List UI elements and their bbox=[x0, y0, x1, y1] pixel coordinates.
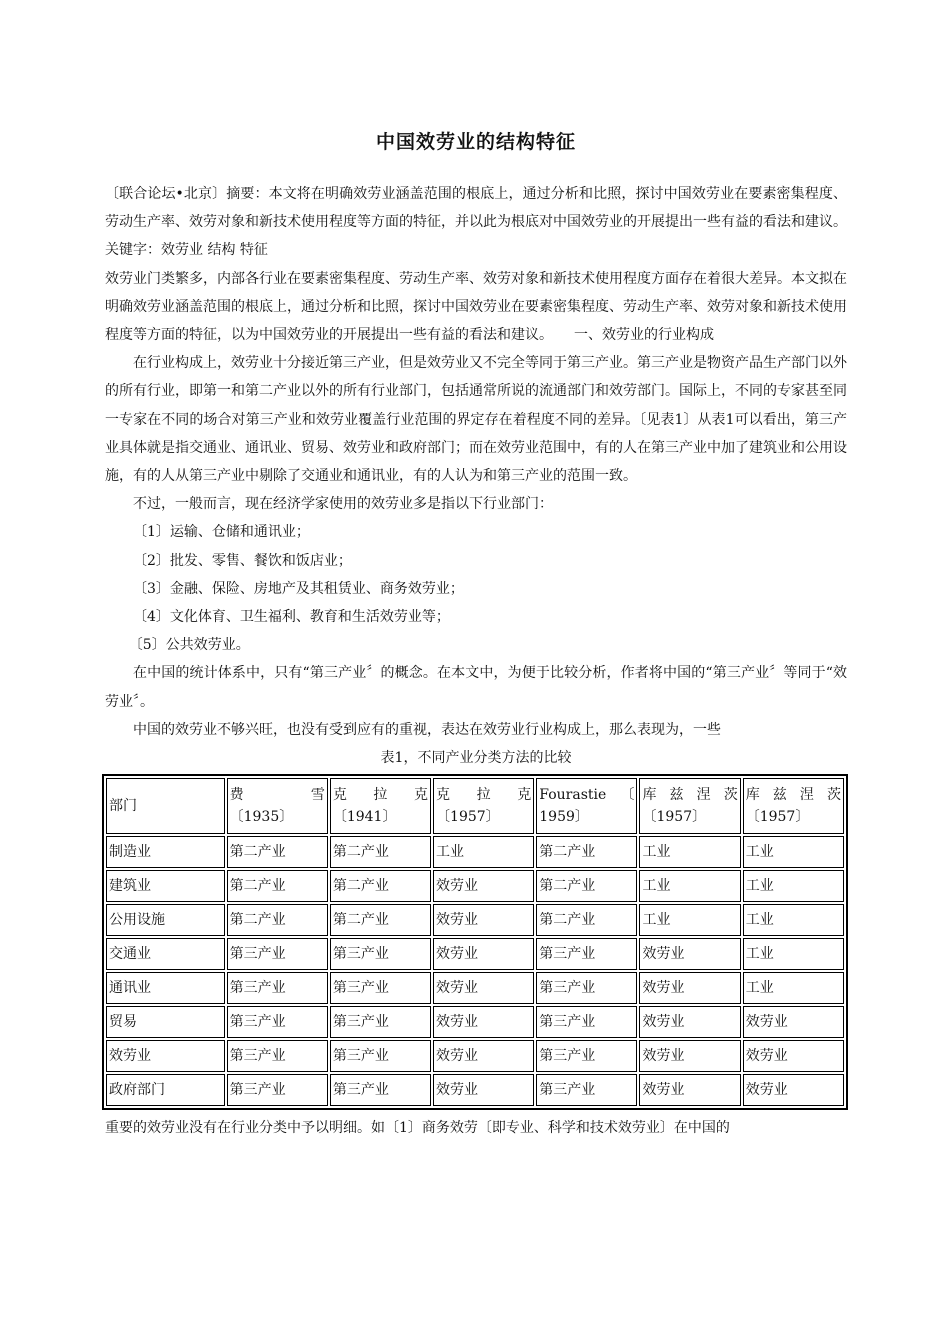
header-cell-sector bbox=[106, 778, 225, 834]
table-cell: 工业 bbox=[743, 972, 844, 1004]
table-cell: 工业 bbox=[743, 836, 844, 868]
header-label: 部门 bbox=[109, 798, 137, 815]
table-cell: 工业 bbox=[743, 870, 844, 902]
table-caption: 表1，不同产业分类方法的比较 bbox=[380, 750, 572, 767]
header-cell-clark-1957 bbox=[433, 778, 534, 834]
classification-table bbox=[102, 774, 848, 1110]
table-cell: 第二产业 bbox=[536, 836, 637, 868]
table-cell: 效劳业 bbox=[639, 938, 740, 970]
table-cell: 第二产业 bbox=[536, 870, 637, 902]
header-cell-kuznets-b bbox=[743, 778, 844, 834]
service-sectors-intro: 不过，一般而言，现在经济学家使用的效劳业多是指以下行业部门： bbox=[133, 496, 553, 513]
table-cell: 第三产业 bbox=[227, 972, 328, 1004]
table-cell: 第三产业 bbox=[330, 972, 431, 1004]
document-title: 中国效劳业的结构特征 bbox=[375, 131, 576, 153]
document-body bbox=[105, 180, 847, 1142]
header-cell-clark-1941 bbox=[330, 778, 431, 834]
header-label: 克拉克 bbox=[436, 787, 532, 804]
table-cell: 效劳业 bbox=[433, 870, 534, 902]
table-row bbox=[106, 836, 844, 868]
table-cell: 效劳业 bbox=[433, 938, 534, 970]
table-cell: 效劳业 bbox=[639, 1074, 740, 1106]
table-cell: 交通业 bbox=[106, 938, 225, 970]
table-row bbox=[106, 938, 844, 970]
list-item: 〔3〕金融、保险、房地产及其租赁业、商务效劳业； bbox=[133, 580, 464, 597]
table-cell: 第三产业 bbox=[330, 1074, 431, 1106]
header-label: 费雪 bbox=[229, 787, 325, 804]
header-label: 库兹涅茨 bbox=[745, 787, 841, 804]
table-cell: 第二产业 bbox=[330, 836, 431, 868]
table-cell: 工业 bbox=[639, 836, 740, 868]
table-cell: 效劳业 bbox=[433, 1074, 534, 1106]
header-year: 〔1957〕 bbox=[745, 809, 810, 826]
underdeveloped-paragraph: 中国的效劳业不够兴旺，也没有受到应有的重视，表达在效劳业行业构成上，那么表现为，一些 bbox=[133, 721, 721, 738]
table-cell: 第三产业 bbox=[330, 1040, 431, 1072]
table-cell: 第三产业 bbox=[536, 1040, 637, 1072]
table-cell: 第三产业 bbox=[227, 1006, 328, 1038]
table-cell: 建筑业 bbox=[106, 870, 225, 902]
header-label: Fourastie〔 bbox=[539, 787, 635, 804]
table-cell: 效劳业 bbox=[743, 1040, 844, 1072]
table-cell: 工业 bbox=[743, 904, 844, 936]
list-item: 〔1〕运输、仓储和通讯业； bbox=[133, 524, 310, 541]
header-year: 〔1935〕 bbox=[229, 809, 294, 826]
industry-composition-paragraph: 在行业构成上，效劳业十分接近第三产业，但是效劳业又不完全等同于第三产业。第三产业是物资产品生产部门以外的所有行业，即第一和第二产业以外的所有行业部门，包括通常所说的流通部门和效劳部门。国际上，不同的专家甚至同一专家在不同的场合对第三产业和效劳业覆盖行业范围的界定存在着程度不同的差异。〔见表1〕从表1可以看出，第三产业具体就是指交通业、通讯业、贸易、效劳业和政府部门；而在效劳业范围中，有的人在第三产业中加了建筑业和公用设施，有的人从第三产业中剔除了交通业和通讯业，有的人认为和第三产业的范围一致。 bbox=[105, 355, 847, 485]
table-cell: 第三产业 bbox=[227, 1074, 328, 1106]
table-cell: 第二产业 bbox=[536, 904, 637, 936]
table-cell: 通讯业 bbox=[106, 972, 225, 1004]
table-cell: 效劳业 bbox=[639, 1040, 740, 1072]
header-year: 〔1941〕 bbox=[332, 809, 397, 826]
header-year: 〔1957〕 bbox=[642, 809, 707, 826]
table-cell: 第三产业 bbox=[536, 1006, 637, 1038]
table-cell: 第三产业 bbox=[330, 938, 431, 970]
table-cell: 工业 bbox=[639, 904, 740, 936]
table-cell: 第三产业 bbox=[227, 1040, 328, 1072]
table-cell: 第二产业 bbox=[227, 836, 328, 868]
header-year: 〔1957〕 bbox=[436, 809, 500, 826]
table-row bbox=[106, 972, 844, 1004]
header-cell-kuznets-a bbox=[639, 778, 740, 834]
header-cell-fisher bbox=[227, 778, 328, 834]
table-cell: 效劳业 bbox=[433, 1006, 534, 1038]
table-cell: 第三产业 bbox=[536, 938, 637, 970]
table-cell: 效劳业 bbox=[106, 1040, 225, 1072]
table-cell: 效劳业 bbox=[639, 1006, 740, 1038]
table-cell: 效劳业 bbox=[433, 972, 534, 1004]
list-item: 〔2〕批发、零售、餐饮和饭店业； bbox=[133, 552, 352, 569]
header-year: 1959〕 bbox=[539, 809, 589, 826]
table-row bbox=[106, 1040, 844, 1072]
intro-paragraph: 效劳业门类繁多，内部各行业在要素密集程度、劳动生产率、效劳对象和新技术使用程度方面存在着很大差异。本文拟在明确效劳业涵盖范围的根底上，通过分析和比照，探讨中国效劳业在要素密集程度、劳动生产率、效劳对象和新技术使用程度等方面的特征，以为中国效劳业的开展提出一些有益的看法和建议。 一、效劳业的行业构成 bbox=[105, 270, 847, 344]
abstract-paragraph: 〔联合论坛•北京〕摘要：本文将在明确效劳业涵盖范围的根底上，通过分析和比照，探讨中国效劳业在要素密集程度、劳动生产率、效劳对象和新技术使用程度等方面的特征，并以此为根底对中国效劳业的开展提出一些有益的看法和建议。关键字：效劳业 结构 特征 bbox=[105, 186, 847, 259]
table-cell: 第二产业 bbox=[330, 870, 431, 902]
table-cell: 第三产业 bbox=[536, 972, 637, 1004]
table-cell: 工业 bbox=[433, 836, 534, 868]
table-cell: 效劳业 bbox=[433, 904, 534, 936]
table-cell: 效劳业 bbox=[743, 1006, 844, 1038]
table-cell: 政府部门 bbox=[106, 1074, 225, 1106]
header-label: 库兹涅茨 bbox=[642, 787, 738, 804]
statistics-paragraph: 在中国的统计体系中，只有“第三产业〞的概念。在本文中，为便于比较分析，作者将中国的“第三产业〞等同于“效劳业〞。 bbox=[105, 665, 847, 710]
table-cell: 效劳业 bbox=[433, 1040, 534, 1072]
table-cell: 工业 bbox=[639, 870, 740, 902]
table-row bbox=[106, 870, 844, 902]
table-cell: 第二产业 bbox=[227, 870, 328, 902]
table-cell: 效劳业 bbox=[639, 972, 740, 1004]
list-item: 〔5〕公共效劳业。 bbox=[128, 637, 250, 654]
table-row bbox=[106, 1006, 844, 1038]
table-cell: 贸易 bbox=[106, 1006, 225, 1038]
table-row bbox=[106, 1074, 844, 1106]
table-row bbox=[106, 904, 844, 936]
table-cell: 工业 bbox=[743, 938, 844, 970]
list-item: 〔4〕文化体育、卫生福利、教育和生活效劳业等； bbox=[133, 609, 450, 626]
table-cell: 第三产业 bbox=[536, 1074, 637, 1106]
header-label: 克拉克 bbox=[332, 787, 429, 804]
table-cell: 第三产业 bbox=[227, 938, 328, 970]
table-cell: 效劳业 bbox=[743, 1074, 844, 1106]
continuation-paragraph: 重要的效劳业没有在行业分类中予以明细。如〔1〕商务效劳〔即专业、科学和技术效劳业〕在中国的 bbox=[105, 1120, 730, 1137]
table-cell: 制造业 bbox=[106, 836, 225, 868]
table-cell: 第三产业 bbox=[330, 1006, 431, 1038]
table-header-row bbox=[106, 778, 844, 834]
header-cell-fourastie bbox=[536, 778, 637, 834]
table-cell: 公用设施 bbox=[106, 904, 225, 936]
table-cell: 第二产业 bbox=[227, 904, 328, 936]
table-cell: 第二产业 bbox=[330, 904, 431, 936]
